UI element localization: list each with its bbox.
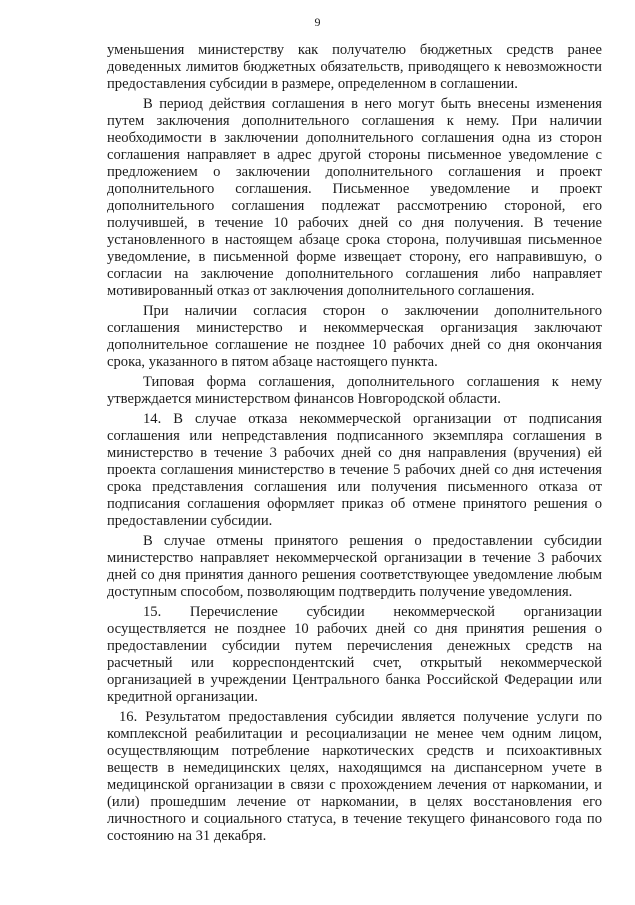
- document-body: [107, 42, 602, 848]
- paragraph-continued: уменьшения министерству как получателю бюджетных средств ранее доведенных лимитов бюджетных обязательств, приводящего к невозможности предоставления субсидии в размере, определенном в соглашении.: [107, 42, 602, 92]
- paragraph-standard-form: Типовая форма соглашения, дополнительного соглашения к нему утверждается министерством финансов Новгородской области.: [107, 374, 602, 407]
- paragraph-consent: При наличии согласия сторон о заключении дополнительного соглашения министерство и некоммерческая организация заключают дополнительное соглашение не позднее 10 рабочих дней со дня окончания срока, указанного в пятом абзаце настоящего пункта.: [107, 303, 602, 370]
- paragraph-item-14: 14. В случае отказа некоммерческой организации от подписания соглашения или непредставления подписанного экземпляра соглашения в министерство в течение 3 рабочих дней со дня направления (вручения) ей проекта соглашения министерство в течение 5 рабочих дней со дня истечения срока представления соглашения или получения письменного отказа от подписания соглашения оформляет приказ об отмене принятого решения о предоставлении субсидии.: [107, 411, 602, 529]
- paragraph-item-16: 16. Результатом предоставления субсидии является получение услуги по комплексной реабилитации и ресоциализации не менее чем одним лицом, осуществляющим потребление наркотических средств и психоактивных веществ в немедицинских целях, находящимся на диспансерном учете в медицинской организации в связи с прохождением лечения от наркомании, и (или) прошедшим лечение от наркомании, в целях восстановления его личностного и социального статуса, в течение текущего финансового года по состоянию на 31 декабря.: [107, 709, 602, 844]
- page-number: 9: [314, 15, 321, 29]
- paragraph-cancellation: В случае отмены принятого решения о предоставлении субсидии министерство направляет некоммерческой организации в течение 3 рабочих дней со дня принятия данного решения соответствующее уведомление любым доступным способом, позволяющим подтвердить получение уведомления.: [107, 533, 602, 600]
- paragraph-item-15: 15. Перечисление субсидии некоммерческой организации осуществляется не позднее 10 рабочих дней со дня принятия решения о предоставлении субсидии путем перечисления денежных средств на расчетный или корреспондентский счет, открытый некоммерческой организацией в учреждении Центрального банка Российской Федерации или кредитной организации.: [107, 604, 602, 705]
- paragraph-amendments: В период действия соглашения в него могут быть внесены изменения путем заключения дополнительного соглашения к нему. При наличии необходимости в заключении дополнительного соглашения одна из сторон соглашения направляет в адрес другой стороны письменное уведомление с предложением о заключении дополнительного соглашения и проект дополнительного соглашения. Письменное уведомление и проект дополнительного соглашения подлежат рассмотрению стороной, его получившей, в течение 10 рабочих дней со дня получения. В течение установленного в настоящем абзаце срока сторона, получившая письменное уведомление, в письменной форме извещает сторону, его направившую, о согласии на заключение дополнительного соглашения либо направляет мотивированный отказ от заключения дополнительного соглашения.: [107, 96, 602, 299]
